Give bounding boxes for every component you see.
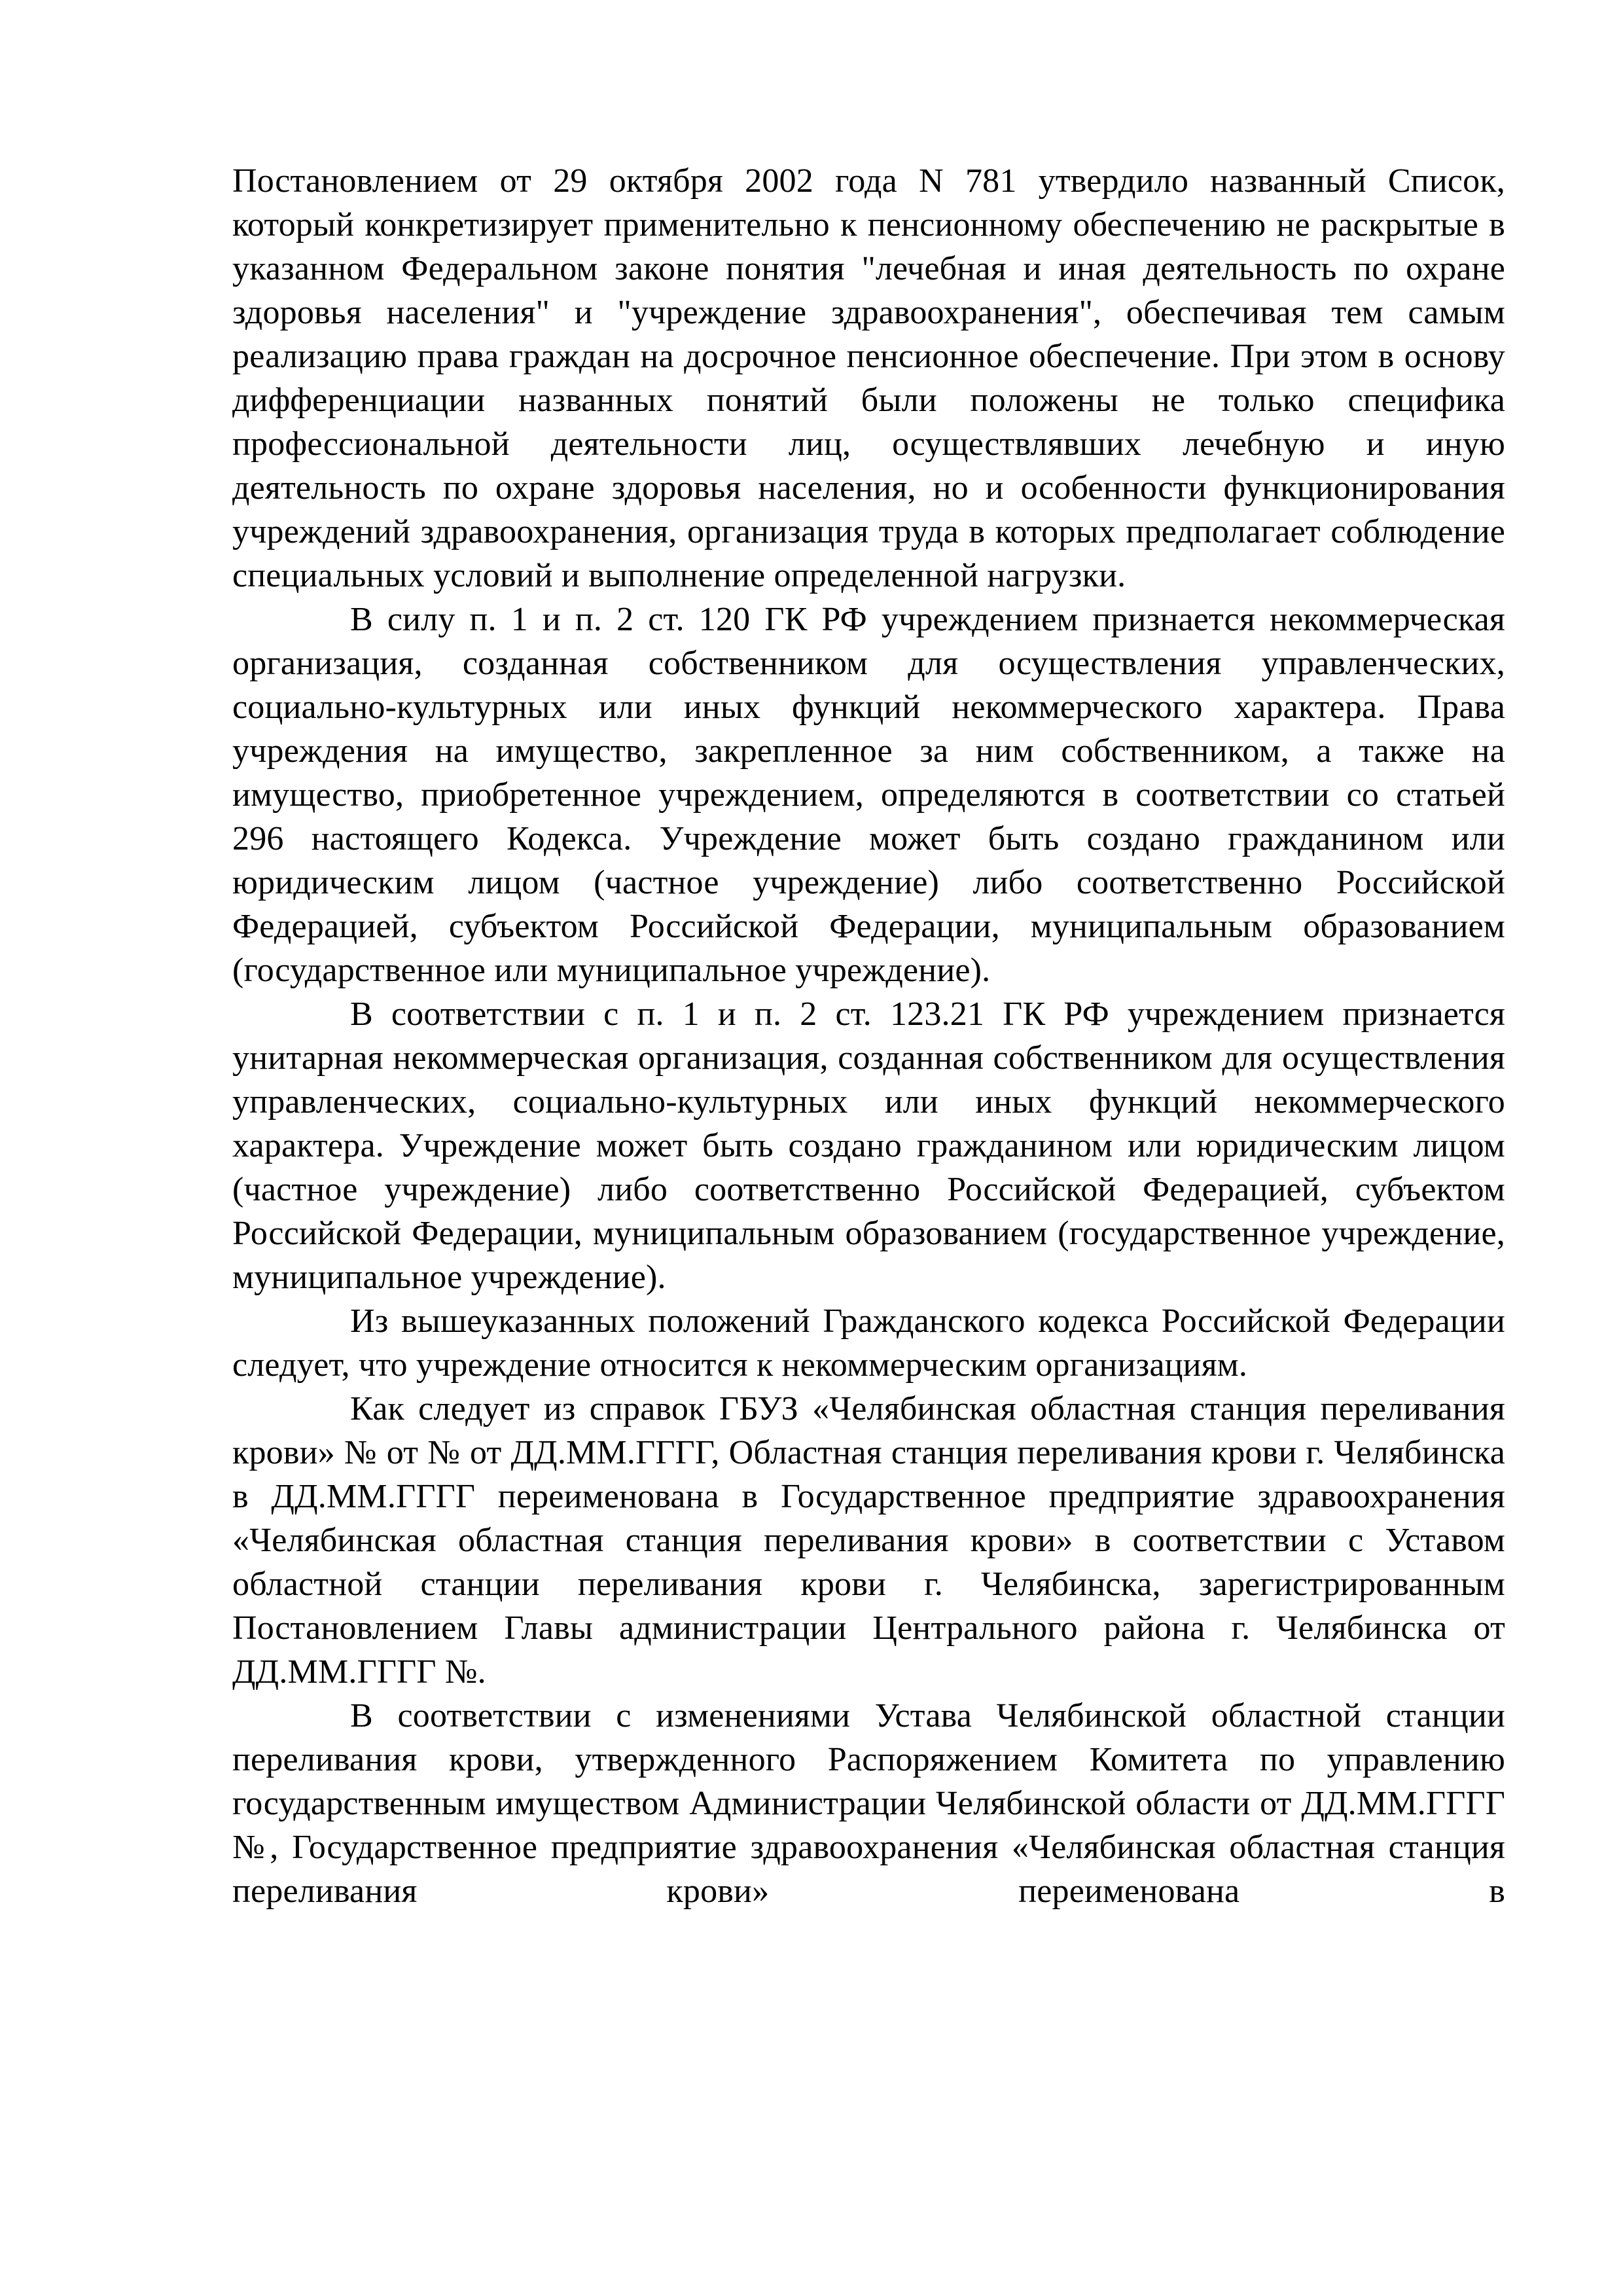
paragraph-1: Постановлением от 29 октября 2002 года N 781 утвердило названный Список, который конкретизирует применительно к пенсионному обеспечению не раскрытые в указанном Федеральном законе понятия "лечебная и иная деятельность по охране здоровья населения" и "учреждение здравоохранения", обеспечивая тем самым реализацию права граждан на досрочное пенсионное обеспечение. При этом в основу дифференциации названных понятий были положены не только специфика профессиональной деятельности лиц, осуществлявших лечебную и иную деятельность по охране здоровья населения, но и особенности функционирования учреждений здравоохранения, организация труда в которых предполагает соблюдение специальных условий и выполнение определенной нагрузки.	[232, 162, 1505, 594]
document-body	[232, 159, 1505, 1913]
paragraph-4: Из вышеуказанных положений Гражданского кодекса Российской Федерации следует, что учреждение относится к некоммерческим организациям.	[232, 1302, 1505, 1384]
paragraph-2: В силу п. 1 и п. 2 ст. 120 ГК РФ учреждением признается некоммерческая организация, созданная собственником для осуществления управленческих, социально-культурных или иных функций некоммерческого характера. Права учреждения на имущество, закрепленное за ним собственником, а также на имущество, приобретенное учреждением, определяются в соответствии со статьей 296 настоящего Кодекса. Учреждение может быть создано гражданином или юридическим лицом (частное учреждение) либо соответственно Российской Федерацией, субъектом Российской Федерации, муниципальным образованием (государственное или муниципальное учреждение).	[232, 601, 1505, 989]
paragraph-6: В соответствии с изменениями Устава Челябинской областной станции переливания крови, утвержденного Распоряжением Комитета по управлению государственным имуществом Администрации Челябинской области от ДД.ММ.ГГГГ №, Государственное предприятие здравоохранения «Челябинская областная станция переливания крови» переименована в	[232, 1697, 1505, 1910]
paragraph-3: В соответствии с п. 1 и п. 2 ст. 123.21 ГК РФ учреждением признается унитарная некоммерческая организация, созданная собственником для осуществления управленческих, социально-культурных или иных функций некоммерческого характера. Учреждение может быть создано гражданином или юридическим лицом (частное учреждение) либо соответственно Российской Федерацией, субъектом Российской Федерации, муниципальным образованием (государственное учреждение, муниципальное учреждение).	[232, 996, 1505, 1296]
paragraph-5: Как следует из справок ГБУЗ «Челябинская областная станция переливания крови» № от № от ДД.ММ.ГГГГ, Областная станция переливания крови г. Челябинска в ДД.ММ.ГГГГ переименована в Государственное предприятие здравоохранения «Челябинская областная станция переливания крови» в соответствии с Уставом областной станции переливания крови г. Челябинска, зарегистрированным Постановлением Главы администрации Центрального района г. Челябинска от ДД.ММ.ГГГГ №.	[232, 1390, 1505, 1691]
